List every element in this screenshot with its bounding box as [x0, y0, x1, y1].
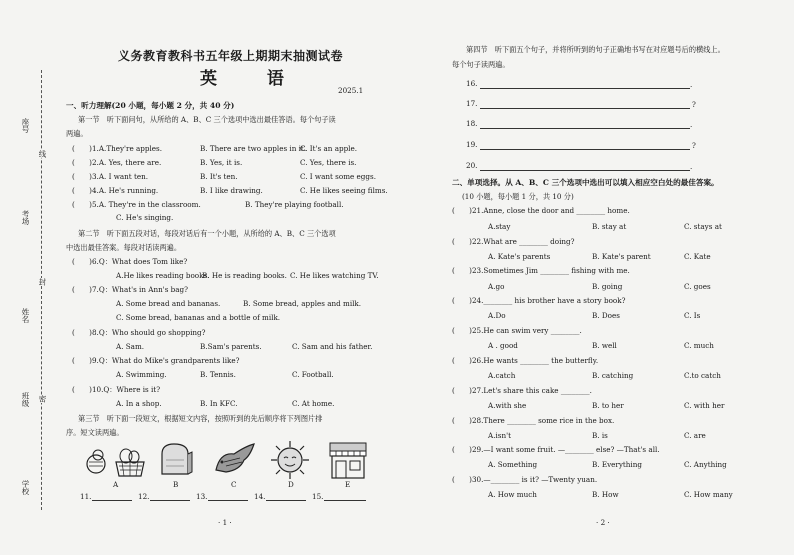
question-24: ( )24.________ his brother have a story book? — [452, 296, 626, 305]
q23-option-c: C. goes — [684, 282, 711, 291]
line-16-end: . — [690, 80, 693, 89]
label-class: 班级 — [21, 392, 30, 407]
cut-mark-feng: 封 — [38, 278, 47, 286]
label-exam-room: 考场 — [21, 210, 30, 225]
q27-option-c: C. with her — [684, 401, 725, 410]
line-20-end: . — [690, 162, 693, 171]
question-26: ( )26.He wants ________ the butterfly. — [452, 356, 599, 365]
q5-option-c: C. He's singing. — [116, 213, 174, 222]
q27-option-b: B. to her — [592, 401, 624, 410]
q23-option-a: A.go — [488, 282, 505, 291]
section3-instruction-2: 序。短文读两遍。 — [66, 428, 124, 437]
q26-option-b: B. catching — [592, 371, 634, 380]
question-3: ( )3.A. I want ten. — [72, 172, 149, 181]
q8-option-c: C. Sam and his father. — [292, 342, 373, 351]
q27-option-a: A.with she — [488, 401, 527, 410]
q21-option-c: C. stays at — [684, 222, 722, 231]
question-9: ( )9.Q：What do Mike's grandparents like? — [72, 356, 240, 365]
question-30: ( )30.—________ is it? —Twenty yuan. — [452, 475, 598, 484]
q9-option-a: A. Swimming. — [116, 370, 167, 379]
question-25: ( )25.He can swim very ________. — [452, 326, 582, 335]
q3-option-b: B. It's ten. — [200, 172, 238, 181]
blank-14-label: 14. — [254, 492, 266, 501]
question-29: ( )29.—I want some fruit. —________ else? —That's all. — [452, 445, 660, 454]
q30-option-a: A. How much — [488, 490, 537, 499]
q10-option-b: B. In KFC. — [200, 399, 238, 408]
exam-title: 义务教育教科书五年级上期期末抽测试卷 — [118, 49, 344, 63]
q28-option-b: B. is — [592, 431, 608, 440]
line-18-end: . — [690, 120, 693, 129]
line-17-label: 17. — [466, 99, 478, 108]
q30-option-c: C. How many — [684, 490, 733, 499]
question-5: ( )5.A. They're in the classroom. — [72, 200, 201, 209]
q10-option-c: C. At home. — [292, 399, 335, 408]
line-17-end: ? — [692, 100, 696, 109]
q28-option-a: A.isn't — [488, 431, 511, 440]
q21-option-b: B. stay at — [592, 222, 627, 231]
section2-instruction-2: 中选出最佳答案。每段对话读两遍。 — [66, 243, 182, 252]
cut-mark-mi: 密 — [38, 395, 47, 403]
bird-icon — [210, 440, 258, 478]
q4-option-b: B. I like drawing. — [200, 186, 263, 195]
q8-option-b: B.Sam's parents. — [200, 342, 262, 351]
answer-line-17[interactable] — [480, 108, 690, 109]
q1-option-c: C. It's an apple. — [300, 144, 358, 153]
question-1: ( )1.A.They're apples. — [72, 144, 163, 153]
eggs-basket-icon — [82, 442, 148, 478]
cut-mark-xian: 线 — [38, 150, 47, 158]
q2-option-c: C. Yes, there is. — [300, 158, 357, 167]
section1-instruction: 第一节 听下面问句，从所给的 A、B、C 三个选项中选出最佳答语。每个句子读 — [78, 115, 336, 124]
question-22: ( )22.What are ________ doing? — [452, 237, 575, 246]
q22-option-b: B. Kate's parent — [592, 252, 651, 261]
q2-option-b: B. Yes, it is. — [200, 158, 243, 167]
subject-title: 英 语 — [200, 69, 306, 89]
blank-11[interactable] — [92, 500, 132, 501]
answer-line-18[interactable] — [480, 128, 690, 129]
q4-option-c: C. He likes seeing films. — [300, 186, 388, 195]
question-2: ( )2.A. Yes, there are. — [72, 158, 162, 167]
q24-option-b: B. Does — [592, 311, 620, 320]
picture-label-e: E — [345, 480, 351, 489]
q29-option-b: B. Everything — [592, 460, 642, 469]
question-7: ( )7.Q：What's in Ann's bag? — [72, 285, 189, 294]
q21-option-a: A.stay — [488, 222, 511, 231]
q7-option-c: C. Some bread, bananas and a bottle of milk. — [116, 313, 281, 322]
q30-option-b: B. How — [592, 490, 619, 499]
blank-15[interactable] — [324, 500, 366, 501]
q28-option-c: C. are — [684, 431, 706, 440]
picture-label-a: A — [113, 480, 119, 489]
shop-icon — [326, 440, 370, 480]
q8-option-a: A. Sam. — [116, 342, 145, 351]
q25-option-b: B. well — [592, 341, 617, 350]
part2-subheading: (10 小题，每小题 1 分，共 10 分) — [462, 192, 574, 201]
answer-line-19[interactable] — [480, 149, 690, 150]
question-10: ( )10.Q：Where is it? — [72, 385, 161, 394]
q6-option-a: A.He likes reading books. — [116, 271, 210, 280]
q7-option-a: A. Some bread and bananas. — [116, 299, 221, 308]
question-21: ( )21.Anne, close the door and ________ home. — [452, 206, 630, 215]
blank-12-label: 12. — [138, 492, 150, 501]
page-number-2: · 2 · — [596, 518, 610, 527]
answer-line-16[interactable] — [480, 88, 690, 89]
q25-option-c: C. much — [684, 341, 714, 350]
line-19-label: 19. — [466, 140, 478, 149]
part1-heading: 一、听力理解(20 小题，每小题 2 分，共 40 分) — [66, 101, 235, 110]
question-6: ( )6.Q：What does Tom like? — [72, 257, 188, 266]
label-school: 学校 — [21, 480, 30, 495]
picture-label-b: B — [173, 480, 179, 489]
blank-12[interactable] — [150, 500, 190, 501]
q22-option-a: A. Kate's parents — [488, 252, 551, 261]
sun-icon — [270, 440, 310, 480]
picture-label-d: D — [288, 480, 294, 489]
binding-line — [41, 70, 42, 510]
blank-15-label: 15. — [312, 492, 324, 501]
question-8: ( )8.Q：Who should go shopping? — [72, 328, 206, 337]
page-number-1: · 1 · — [218, 518, 232, 527]
q9-option-c: C. Football. — [292, 370, 334, 379]
q29-option-a: A. Something — [488, 460, 538, 469]
q24-option-c: C. Is — [684, 311, 701, 320]
q6-option-c: C. He likes watching TV. — [290, 271, 379, 280]
bread-icon — [158, 440, 194, 478]
question-4: ( )4.A. He's running. — [72, 186, 159, 195]
line-16-label: 16. — [466, 79, 478, 88]
q25-option-a: A . good — [488, 341, 518, 350]
question-27: ( )27.Let's share this cake ________. — [452, 386, 592, 395]
blank-13[interactable] — [208, 500, 248, 501]
part2-heading: 二、单项选择。从 A、B、C 三个选项中选出可以填入相应空白处的最佳答案。 — [452, 178, 719, 187]
q23-option-b: B. going — [592, 282, 623, 291]
section4-instruction: 第四节 听下面五个句子，并将所听到的句子正确地书写在对应题号后的横线上。 — [466, 45, 725, 54]
exam-date: 2025.1 — [338, 86, 364, 95]
question-23: ( )23.Sometimes Jim ________ fishing with me. — [452, 266, 630, 275]
q26-option-a: A.catch — [488, 371, 516, 380]
q7-option-b: B. Some bread, apples and milk. — [243, 299, 362, 308]
label-name: 姓名 — [21, 308, 30, 323]
section2-instruction: 第二节 听下面五段对话，每段对话后有一个小题，从所给的 A、B、C 三个选项 — [78, 229, 336, 238]
q10-option-a: A. In a shop. — [116, 399, 162, 408]
section4-instruction-2: 每个句子读两遍。 — [452, 60, 510, 69]
q29-option-c: C. Anything — [684, 460, 727, 469]
label-seat-no: 座号 — [21, 118, 30, 133]
q24-option-a: A.Do — [488, 311, 506, 320]
q5-option-b: B. They're playing football. — [245, 200, 344, 209]
q1-option-b: B. There are two apples in it. — [200, 144, 307, 153]
blank-13-label: 13. — [196, 492, 208, 501]
q26-option-c: C.to catch — [684, 371, 721, 380]
line-18-label: 18. — [466, 119, 478, 128]
q22-option-c: C. Kate — [684, 252, 711, 261]
section1-instruction-2: 两遍。 — [66, 129, 88, 138]
q9-option-b: B. Tennis. — [200, 370, 236, 379]
blank-14[interactable] — [266, 500, 306, 501]
picture-label-c: C — [231, 480, 237, 489]
line-19-end: ? — [692, 141, 696, 150]
q6-option-b: B. He is reading books. — [202, 271, 287, 280]
blank-11-label: 11. — [80, 492, 92, 501]
q3-option-c: C. I want some eggs. — [300, 172, 376, 181]
line-20-label: 20. — [466, 161, 478, 170]
answer-line-20[interactable] — [480, 170, 690, 171]
question-28: ( )28.There ________ some rice in the box. — [452, 416, 615, 425]
section3-instruction: 第三节 听下面一段短文，根据短文内容，按照听到的先后顺序将下列图片排 — [78, 414, 323, 423]
